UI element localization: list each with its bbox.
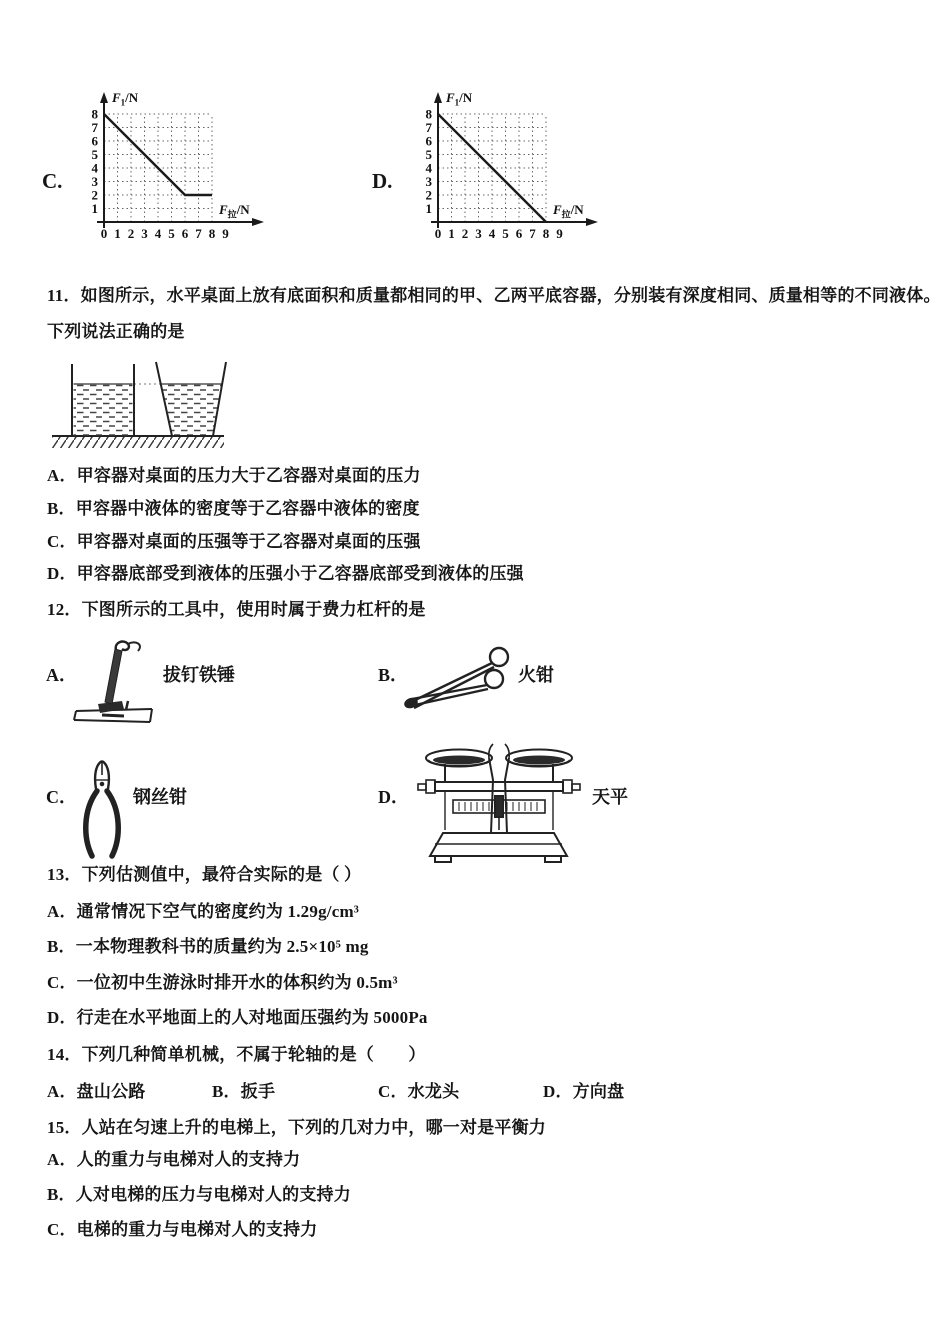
- svg-text:1: 1: [425, 201, 432, 216]
- svg-text:1: 1: [114, 226, 121, 241]
- svg-text:3: 3: [475, 226, 482, 241]
- svg-text:7: 7: [425, 120, 432, 135]
- svg-text:F1/N: $F_1/N$: [446, 90, 473, 108]
- svg-text:6: 6: [515, 226, 523, 241]
- q11-text-line2: 下列说法正确的是: [47, 322, 185, 341]
- svg-text:9: 9: [556, 226, 563, 241]
- q13-text: 13．下列估测值中，最符合实际的是（ ）: [47, 865, 362, 884]
- q12-text: 12．下图所示的工具中，使用时属于费力杠杆的是: [47, 600, 426, 619]
- svg-text:8: 8: [425, 106, 432, 122]
- q12-tool-d-name: 天平: [592, 787, 628, 807]
- q12-tool-c-name: 钢丝钳: [133, 787, 187, 807]
- q15-option-b: B．人对电梯的压力与电梯对人的支持力: [47, 1185, 351, 1204]
- q14-option-a: A．盘山公路: [47, 1082, 146, 1101]
- q15-text: 15．人站在匀速上升的电梯上，下列的几对力中，哪一对是平衡力: [47, 1118, 546, 1137]
- q11-text-line1: 11．如图所示，水平桌面上放有底面积和质量都相同的甲、乙两平底容器，分别装有深度相同、质量相等的不同液体。: [47, 286, 941, 305]
- q13-option-b: B．一本物理教科书的质量约为 2.5×10⁵ mg: [47, 937, 369, 956]
- fire-tongs-image: [398, 642, 518, 724]
- svg-text:4: 4: [154, 226, 162, 241]
- q12-tool-b-letter: B．: [378, 665, 409, 685]
- balance-scale-image: [415, 738, 583, 868]
- q12-tool-d-letter: D．: [378, 787, 409, 807]
- q12-tool-a-name: 拔钉铁锤: [163, 665, 235, 685]
- svg-text:5: 5: [502, 226, 509, 241]
- svg-text:5: 5: [91, 147, 98, 162]
- force-graph-option-c: [78, 88, 268, 250]
- graph-option-c-letter: C.: [42, 169, 63, 193]
- svg-text:6: 6: [181, 226, 189, 241]
- q14-text: 14．下列几种简单机械，不属于轮轴的是（ ）: [47, 1045, 426, 1064]
- q14-option-b: B．扳手: [212, 1082, 276, 1101]
- q13-option-d: D．行走在水平地面上的人对地面压强约为 5000Pa: [47, 1008, 428, 1027]
- svg-text:7: 7: [91, 120, 98, 135]
- svg-text:1: 1: [448, 226, 455, 241]
- q12-tool-c-letter: C．: [46, 787, 77, 807]
- q13-option-c: C．一位初中生游泳时排开水的体积约为 0.5m³: [47, 973, 398, 992]
- q13-option-a: A．通常情况下空气的密度约为 1.29g/cm³: [47, 902, 360, 921]
- hammer-image: [72, 638, 156, 730]
- svg-text:6: 6: [91, 133, 98, 149]
- q15-option-a: A．人的重力与电梯对人的支持力: [47, 1150, 301, 1169]
- liquid-containers-figure: [50, 356, 230, 452]
- svg-text:F拉/N: $F_拉/N$: [553, 202, 584, 220]
- container-yi: [156, 362, 226, 436]
- svg-text:5: 5: [168, 226, 175, 241]
- svg-text:4: 4: [91, 160, 98, 176]
- svg-text:2: 2: [425, 187, 432, 203]
- svg-text:9: 9: [222, 226, 229, 241]
- svg-text:8: 8: [91, 106, 98, 122]
- q11-option-d: D．甲容器底部受到液体的压强小于乙容器底部受到液体的压强: [47, 564, 524, 583]
- q12-tool-a-letter: A．: [46, 665, 77, 685]
- q11-option-a: A．甲容器对桌面的压力大于乙容器对桌面的压力: [47, 466, 421, 485]
- balance-pans: [426, 750, 572, 767]
- svg-text:F拉/N: $F_拉/N$: [219, 202, 250, 220]
- svg-text:8: 8: [208, 226, 216, 241]
- svg-text:8: 8: [542, 226, 550, 241]
- svg-text:3: 3: [141, 226, 148, 241]
- svg-text:4: 4: [488, 226, 496, 241]
- graph-option-d-letter: D.: [372, 169, 393, 193]
- svg-text:1: 1: [91, 201, 98, 216]
- svg-text:2: 2: [91, 187, 98, 203]
- wire-pliers-image: [75, 758, 129, 864]
- svg-text:2: 2: [461, 226, 469, 241]
- svg-text:5: 5: [425, 147, 432, 162]
- ground-hatching: [52, 436, 224, 448]
- svg-text:F1/N: $F_1/N$: [112, 90, 139, 108]
- q11-option-c: C．甲容器对桌面的压强等于乙容器对桌面的压强: [47, 532, 421, 551]
- svg-text:6: 6: [425, 133, 432, 149]
- svg-text:0: 0: [100, 226, 108, 241]
- svg-text:3: 3: [425, 174, 432, 189]
- q14-option-d: D．方向盘: [543, 1082, 625, 1101]
- svg-text:7: 7: [529, 226, 536, 241]
- svg-text:3: 3: [91, 174, 98, 189]
- q11-option-b: B．甲容器中液体的密度等于乙容器中液体的密度: [47, 499, 420, 518]
- container-jia: [72, 364, 134, 436]
- svg-text:4: 4: [425, 160, 432, 176]
- q14-option-c: C．水龙头: [378, 1082, 460, 1101]
- svg-text:2: 2: [127, 226, 135, 241]
- q15-option-c: C．电梯的重力与电梯对人的支持力: [47, 1220, 318, 1239]
- q12-tool-b-name: 火钳: [518, 665, 554, 685]
- svg-text:0: 0: [434, 226, 442, 241]
- svg-text:7: 7: [195, 226, 202, 241]
- force-graph-option-d: [412, 88, 602, 250]
